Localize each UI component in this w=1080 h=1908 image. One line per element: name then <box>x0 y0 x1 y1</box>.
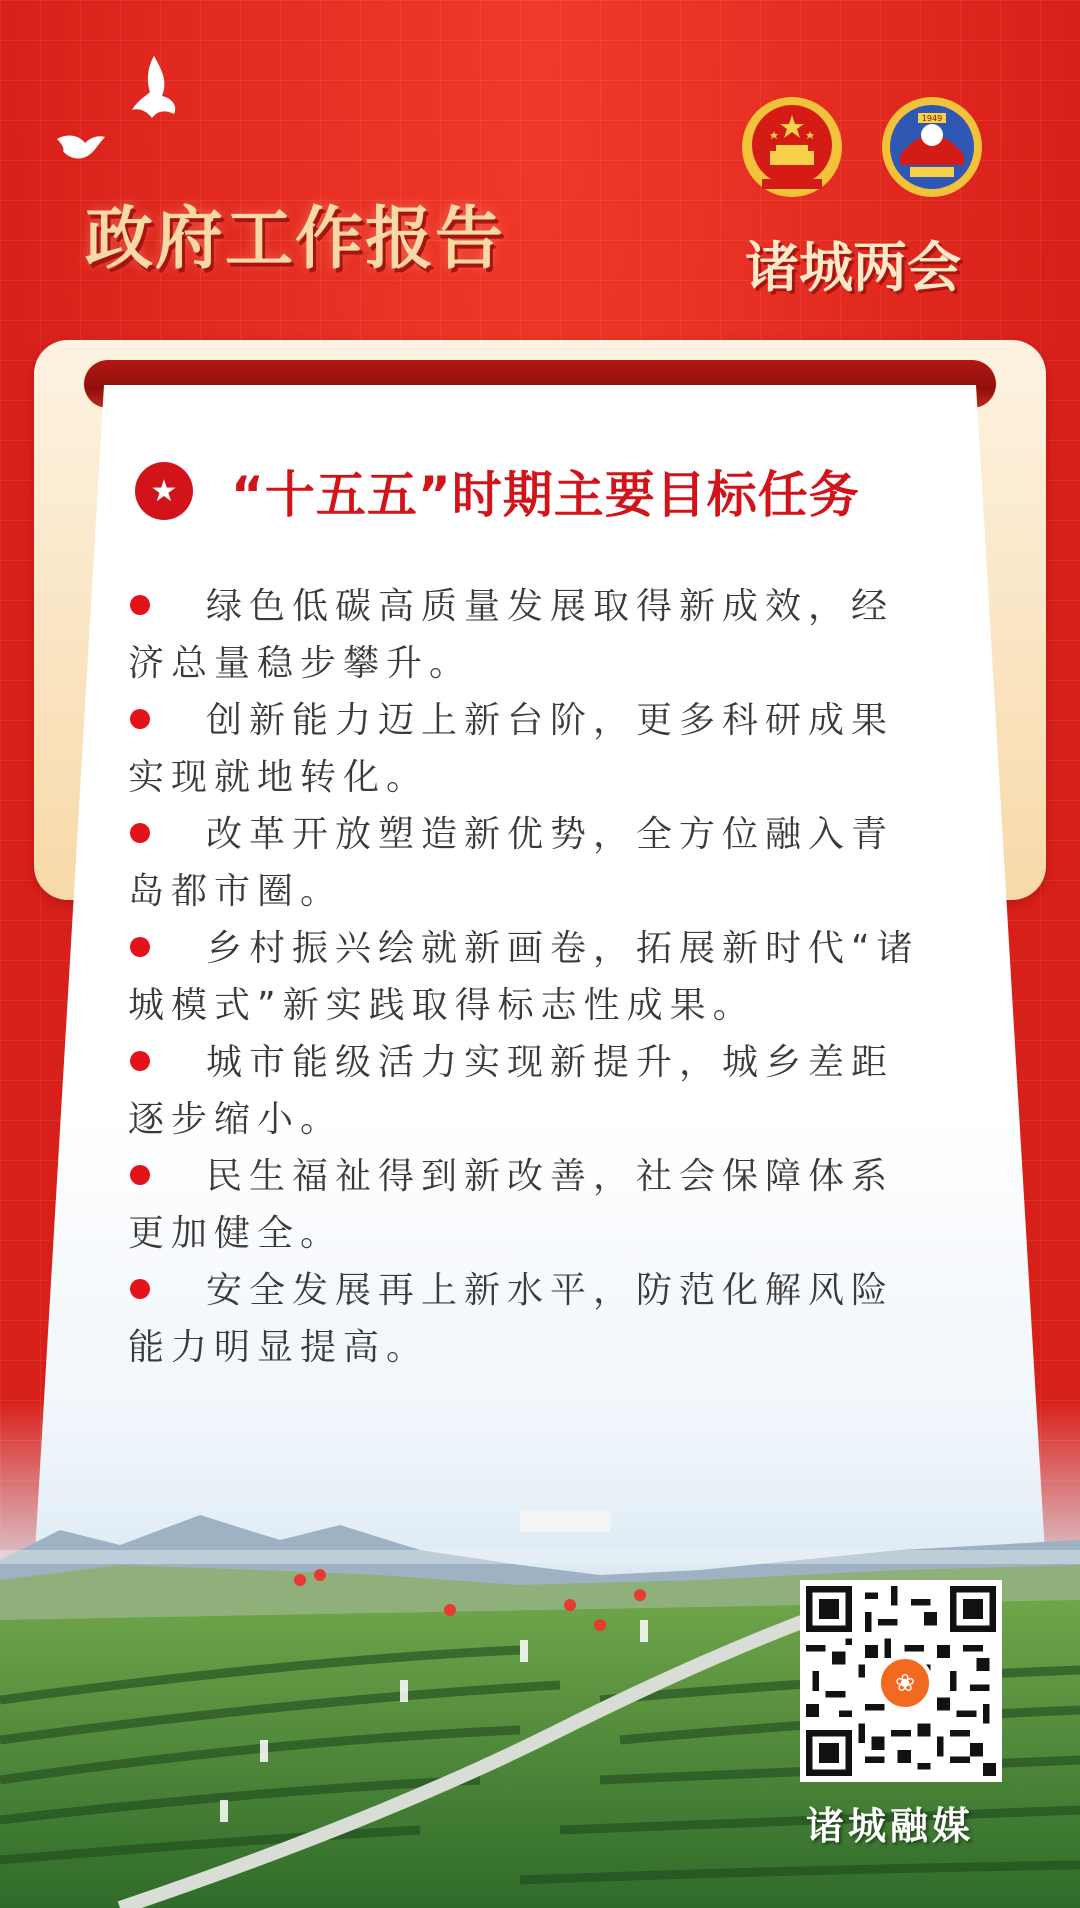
goal-text: 绿色低碳高质量发展取得新成效，经济总量稳步攀升。 <box>128 586 895 684</box>
bullet-icon <box>130 709 150 729</box>
media-label: 诸城融媒 <box>806 1804 975 1848</box>
star-icon: ★ <box>135 462 193 520</box>
list-item <box>128 692 928 806</box>
national-emblem-icon <box>740 95 844 199</box>
list-item <box>128 1034 928 1148</box>
section-heading <box>135 455 860 527</box>
bullet-icon <box>130 1051 150 1071</box>
goal-text: 创新能力迈上新台阶，更多科研成果实现就地转化。 <box>128 700 895 798</box>
dove-icon <box>128 52 180 132</box>
bullet-icon <box>130 823 150 843</box>
cppcc-emblem-year: 1949 <box>921 114 943 123</box>
section-heading-text: “十五五”时期主要目标任务 <box>231 466 860 524</box>
bullet-icon <box>130 937 150 957</box>
media-logo-icon: ❀ <box>877 1655 933 1711</box>
goal-text: 安全发展再上新水平，防范化解风险能力明显提高。 <box>128 1270 895 1368</box>
bullet-icon <box>130 1165 150 1185</box>
list-item <box>128 1148 928 1262</box>
goal-text: 改革开放塑造新优势，全方位融入青岛都市圈。 <box>128 814 895 912</box>
goal-text: 城市能级活力实现新提升，城乡差距逐步缩小。 <box>128 1042 895 1140</box>
list-item <box>128 578 928 692</box>
list-item <box>128 806 928 920</box>
goal-list <box>128 578 928 1376</box>
page-title: 政府工作报告 <box>85 200 506 279</box>
bullet-icon <box>130 595 150 615</box>
goal-text: 乡村振兴绘就新画卷，拓展新时代“诸城模式”新实践取得标志性成果。 <box>128 928 920 1026</box>
list-item <box>128 920 928 1034</box>
goal-text: 民生福祉得到新改善，社会保障体系更加健全。 <box>128 1156 895 1254</box>
list-item <box>128 1262 928 1376</box>
brand-title: 诸城两会 <box>745 236 961 299</box>
cppcc-emblem-icon <box>880 95 984 199</box>
bullet-icon <box>130 1279 150 1299</box>
dove-icon <box>55 125 107 167</box>
